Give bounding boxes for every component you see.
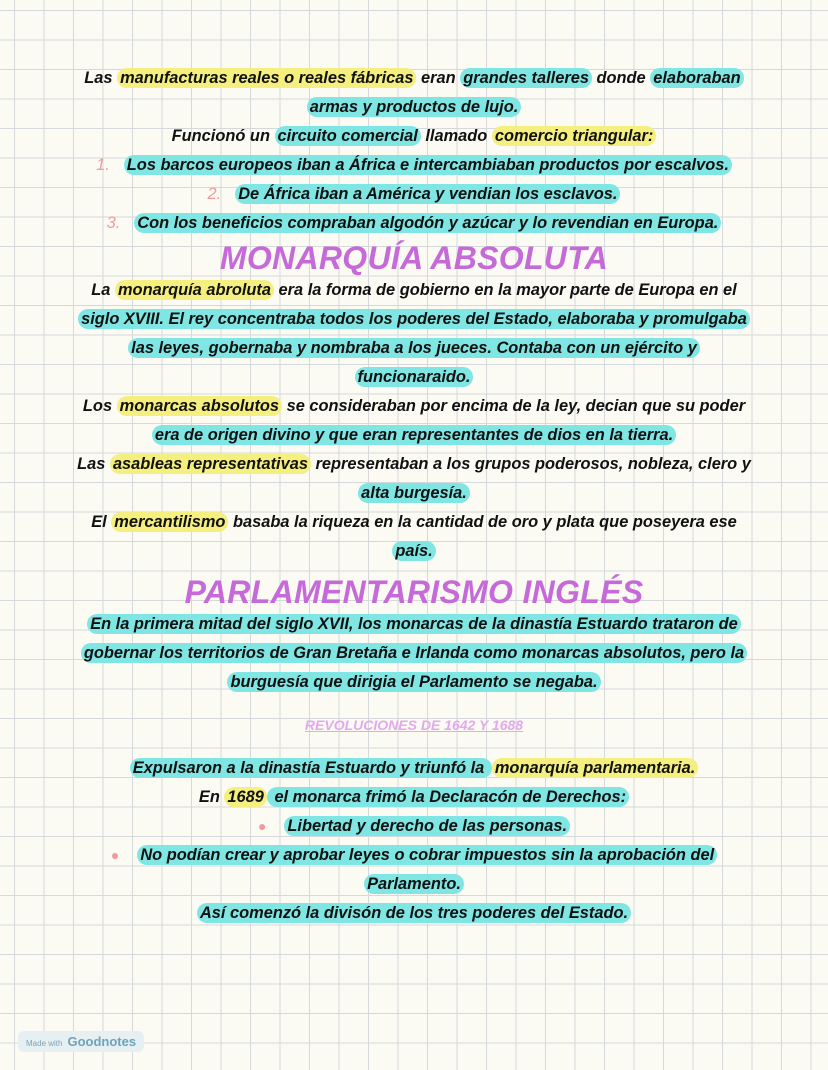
section-heading-monarquia: MONARQUÍA ABSOLUTA <box>219 240 609 276</box>
highlight-yellow: monarcas absolutos <box>117 396 282 416</box>
highlight-cyan: las leyes, gobernaba y nombraba a los jueces. Contaba con un ejército y <box>128 338 700 358</box>
paragraph-line <box>0 754 828 783</box>
highlight-yellow: monarquía parlamentaria. <box>492 758 698 778</box>
highlight-cyan: era de origen divino y que eran representantes de dios en la tierra. <box>152 425 676 445</box>
text: se consideraban por encima de la ley, decian que su poder <box>282 397 746 415</box>
highlight-cyan: Parlamento. <box>364 874 464 894</box>
text: Las <box>84 69 118 87</box>
highlight-cyan: alta burgesía. <box>358 483 470 503</box>
list-number: 1. <box>96 156 110 174</box>
paragraph-line <box>0 392 828 421</box>
list-number: 3. <box>106 214 121 232</box>
list-item-text: Con los beneficios compraban algodón y azúcar y lo revendian en Europa. <box>134 213 721 233</box>
paragraph-line <box>0 783 828 812</box>
list-item-text: Los barcos europeos iban a África e intercambiaban productos por escalvos. <box>124 155 732 175</box>
highlight-cyan: país. <box>392 541 435 561</box>
paragraph-line <box>0 610 828 639</box>
highlight-cyan: circuito comercial <box>275 126 421 146</box>
text: era la forma de gobierno en la mayor parte de Europa en el <box>273 281 737 299</box>
text: eran <box>416 69 461 87</box>
text: El <box>91 513 112 531</box>
text: Funcionó un <box>171 127 275 145</box>
paragraph-line <box>0 421 828 450</box>
bullet-text: Libertad y derecho de las personas. <box>284 816 570 836</box>
highlight-cyan: siglo XVIII. El rey concentraba todos los poderes del Estado, elaboraba y promulgaba <box>78 309 750 329</box>
paragraph-line <box>0 334 828 363</box>
paragraph-line <box>0 870 828 899</box>
note-page <box>0 64 828 928</box>
paragraph-line <box>0 450 828 479</box>
paragraph-line <box>0 668 828 697</box>
highlight-cyan: el monarca frimó la Declaracón de Derechos: <box>267 787 629 807</box>
paragraph-line <box>0 508 828 537</box>
highlight-cyan: burguesía que dirigia el Parlamento se negaba. <box>227 672 600 692</box>
highlight-yellow: asableas representativas <box>110 454 311 474</box>
goodnotes-watermark <box>18 1031 144 1052</box>
bullet-text: No podían crear y aprobar leyes o cobrar impuestos sin la aprobación del <box>137 845 717 865</box>
bullet-item <box>0 812 828 841</box>
bullet-item <box>0 841 828 870</box>
list-number: 2. <box>207 185 222 203</box>
highlight-cyan: Expulsaron a la dinastía Estuardo y triunfó la <box>130 758 492 778</box>
text: Las <box>77 455 110 473</box>
made-with-label: Made with <box>26 1039 63 1048</box>
subheading-revoluciones: REVOLUCIONES DE 1642 Y 1688 <box>304 717 524 733</box>
paragraph-line <box>0 537 828 566</box>
highlight-cyan: funcionaraido. <box>355 367 474 387</box>
intro-line-1 <box>0 64 828 93</box>
intro-line-2 <box>0 93 828 122</box>
paragraph-line <box>0 639 828 668</box>
list-item-text: De África iban a América y vendian los esclavos. <box>235 184 620 204</box>
paragraph-line <box>0 479 828 508</box>
highlight-cyan: elaboraban <box>650 68 743 88</box>
highlight-cyan: En la primera mitad del siglo XVII, los monarcas de la dinastía Estuardo trataron de <box>87 614 741 634</box>
highlight-yellow: 1689 <box>224 787 266 807</box>
bullet-dot-icon: ● <box>110 847 120 863</box>
highlight-yellow: comercio triangular: <box>492 126 656 146</box>
paragraph-line <box>0 363 828 392</box>
paragraph-line <box>0 305 828 334</box>
intro-line-3 <box>0 122 828 151</box>
text: llamado <box>420 127 492 145</box>
section-heading-parlamentarismo: PARLAMENTARISMO INGLÉS <box>184 574 644 610</box>
highlight-cyan: Así comenzó la divisón de los tres poderes del Estado. <box>197 903 631 923</box>
list-item <box>0 209 828 238</box>
closing-line <box>0 899 828 928</box>
highlight-cyan: gobernar los territorios de Gran Bretaña e Irlanda como monarcas absolutos, pero la <box>81 643 747 663</box>
text: representaban a los grupos poderosos, nobleza, clero y <box>310 455 751 473</box>
highlight-cyan: grandes talleres <box>460 68 592 88</box>
list-item <box>0 151 828 180</box>
highlight-yellow: monarquía abroluta <box>115 280 274 300</box>
paragraph-line <box>0 276 828 305</box>
text: donde <box>591 69 651 87</box>
goodnotes-logo: Goodnotes <box>67 1034 137 1049</box>
highlight-cyan: armas y productos de lujo. <box>307 97 522 117</box>
list-item <box>0 180 828 209</box>
bullet-dot-icon: ● <box>257 818 267 834</box>
highlight-yellow: manufacturas reales o reales fábricas <box>117 68 416 88</box>
text: basaba la riqueza en la cantidad de oro y plata que poseyera ese <box>228 513 737 531</box>
highlight-yellow: mercantilismo <box>111 512 228 532</box>
text: Los <box>82 397 117 415</box>
text: En <box>198 788 225 806</box>
text: La <box>91 281 115 299</box>
